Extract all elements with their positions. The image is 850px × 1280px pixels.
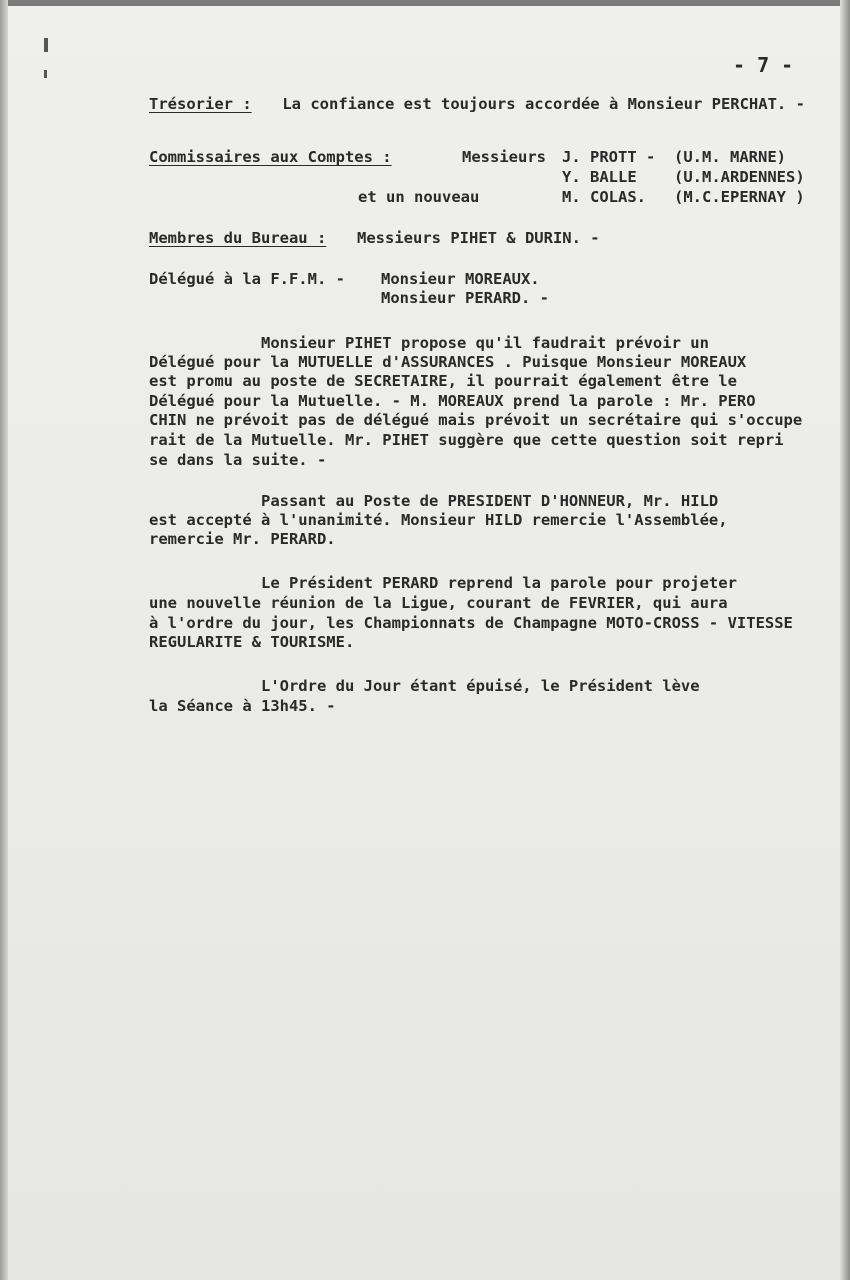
paragraph-line: Monsieur PIHET propose qu'il faudrait prévoir un	[149, 334, 709, 352]
paragraph-line: CHIN ne prévoit pas de délégué mais prévoit un secrétaire qui s'occupe	[149, 411, 803, 429]
tresorier-text: La confiance est toujours accordée à Monsieur PERCHAT. -	[282, 95, 805, 113]
paragraph-line: Passant au Poste de PRESIDENT D'HONNEUR, Mr. HILD	[149, 492, 719, 510]
paragraph-line: Délégué pour la MUTUELLE d'ASSURANCES . Puisque Monsieur MOREAUX	[149, 353, 747, 371]
delegue-label: Délégué à la F.F.M. -	[149, 270, 345, 288]
bureau-row	[149, 229, 600, 247]
commissaire-club: (U.M.ARDENNES)	[674, 168, 805, 186]
staple-mark	[44, 38, 48, 52]
delegue-line: Monsieur MOREAUX.	[381, 270, 540, 288]
paragraph-line: Le Président PERARD reprend la parole pour projeter	[149, 574, 737, 592]
bureau-text: Messieurs PIHET & DURIN. -	[357, 229, 600, 247]
paragraph-line: REGULARITE & TOURISME.	[149, 633, 355, 651]
delegue-line: Monsieur PERARD. -	[381, 289, 549, 307]
paragraph-line: L'Ordre du Jour étant épuisé, le Président lève	[149, 677, 700, 695]
commissaire-title: Messieurs	[462, 148, 546, 166]
commissaire-name: J. PROTT -	[562, 148, 656, 166]
paragraph-line: une nouvelle réunion de la Ligue, courant de FEVRIER, qui aura	[149, 594, 728, 612]
commissaire-club: (M.C.EPERNAY )	[674, 188, 805, 206]
scan-edge-left	[0, 0, 8, 1280]
scan-edge-top	[0, 0, 850, 6]
staple-mark	[44, 70, 47, 78]
tresorier-row	[149, 95, 805, 113]
paragraph-line: Délégué pour la Mutuelle. - M. MOREAUX prend la parole : Mr. PERO	[149, 392, 756, 410]
bureau-label: Membres du Bureau :	[149, 229, 327, 247]
paragraph-line: à l'ordre du jour, les Championnats de Champagne MOTO-CROSS - VITESSE	[149, 614, 793, 632]
commissaire-prefix: et un nouveau	[358, 188, 480, 206]
paragraph-line: rait de la Mutuelle. Mr. PIHET suggère que cette question soit repri	[149, 431, 784, 449]
paragraph-line: remercie Mr. PERARD.	[149, 530, 336, 548]
tresorier-label: Trésorier :	[149, 95, 252, 113]
commissaire-club: (U.M. MARNE)	[674, 148, 786, 166]
commissaire-name: Y. BALLE	[562, 168, 637, 186]
page-number: - 7 -	[733, 53, 794, 77]
paragraph-line: se dans la suite. -	[149, 451, 327, 469]
paragraph-line: est promu au poste de SECRETAIRE, il pourrait également être le	[149, 372, 737, 390]
commissaire-name: M. COLAS.	[562, 188, 646, 206]
scan-edge-right	[840, 0, 850, 1280]
commissaires-label: Commissaires aux Comptes :	[149, 148, 392, 166]
paragraph-line: est accepté à l'unanimité. Monsieur HILD remercie l'Assemblée,	[149, 511, 728, 529]
paragraph-line: la Séance à 13h45. -	[149, 697, 336, 715]
